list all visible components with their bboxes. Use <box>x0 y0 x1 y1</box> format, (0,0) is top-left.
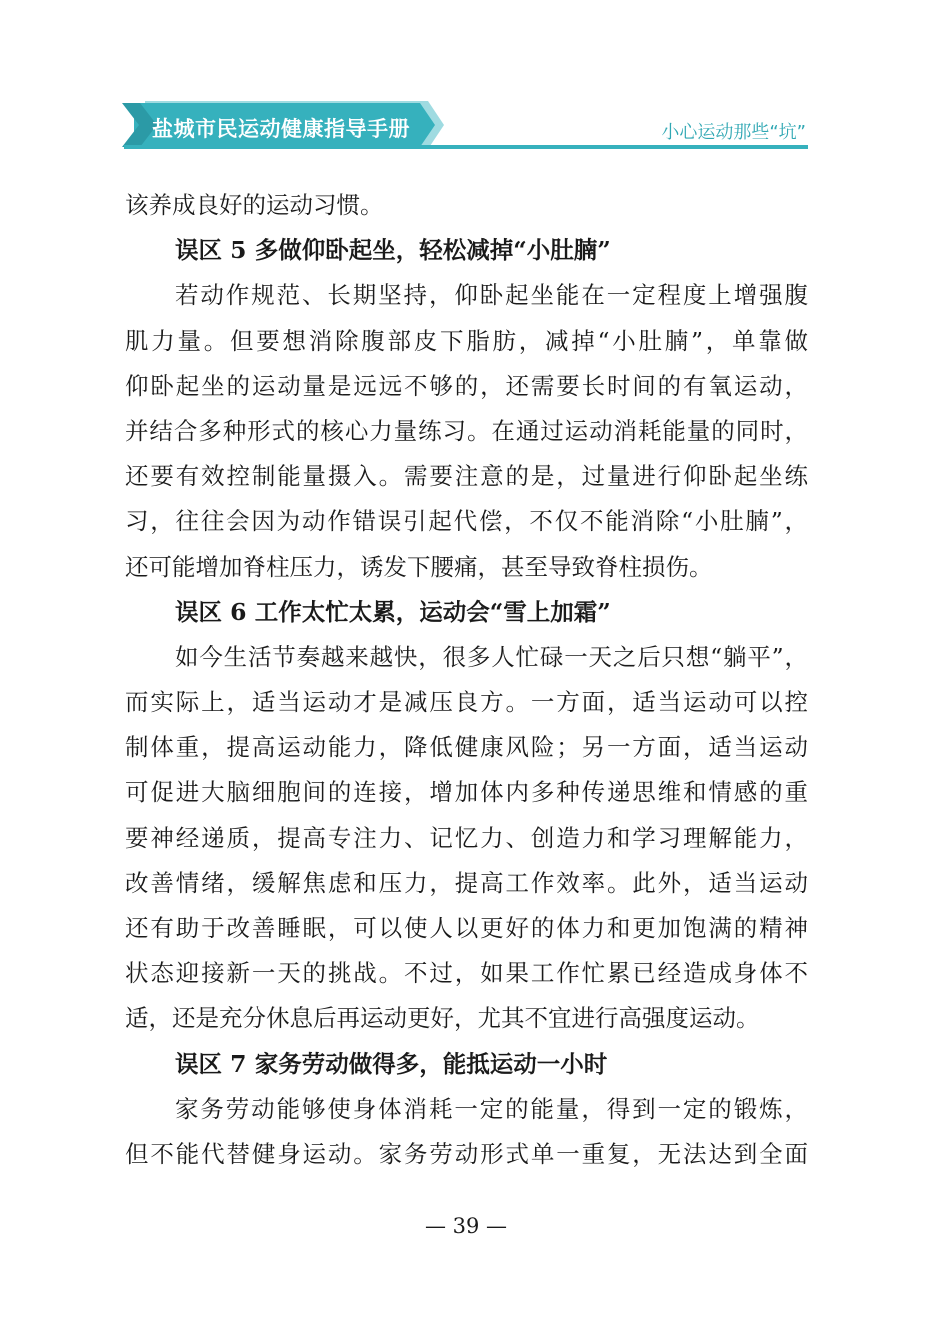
body-line: 仰卧起坐的运动量是远远不够的，还需要长时间的有氧运动， <box>125 371 808 400</box>
body-line: 并结合多种形式的核心力量练习。在通过运动消耗能量的同时， <box>125 416 808 445</box>
body-line: 适，还是充分休息后再运动更好，尤其不宜进行高强度运动。 <box>125 1004 760 1033</box>
page-body <box>125 183 808 1177</box>
body-line: 状态迎接新一天的挑战。不过，如果工作忙累已经造成身体不 <box>125 959 808 988</box>
body-line: 可促进大脑细胞间的连接，增加体内多种传递思维和情感的重 <box>125 778 808 807</box>
myth-heading-6: 误区 6 工作太忙太累，运动会“雪上加霜” <box>175 597 611 626</box>
body-line: 还可能增加脊柱压力，诱发下腰痛，甚至导致脊柱损伤。 <box>125 552 713 581</box>
body-line: 要神经递质，提高专注力、记忆力、创造力和学习理解能力， <box>125 823 808 852</box>
page-number: — 39 — <box>424 1214 508 1238</box>
body-line: 若动作规范、长期坚持，仰卧起坐能在一定程度上增强腹 <box>175 281 808 310</box>
body-line: 改善情绪，缓解焦虑和压力，提高工作效率。此外，适当运动 <box>125 868 808 897</box>
book-title: 盐城市民运动健康指导手册 <box>152 117 410 141</box>
body-line: 家务劳动能够使身体消耗一定的能量，得到一定的锻炼， <box>175 1094 808 1123</box>
header-rule-line <box>124 145 808 149</box>
body-line: 该养成良好的运动习惯。 <box>125 191 384 219</box>
myth-heading-5: 误区 5 多做仰卧起坐，轻松减掉“小肚腩” <box>175 236 611 265</box>
myth-heading-7: 误区 7 家务劳动做得多，能抵运动一小时 <box>175 1049 608 1078</box>
page-header <box>0 0 932 160</box>
body-line: 还要有效控制能量摄入。需要注意的是，过量进行仰卧起坐练 <box>125 462 808 491</box>
body-line: 肌力量。但要想消除腹部皮下脂肪，减掉“小肚腩”，单靠做 <box>125 326 808 355</box>
section-title: 小心运动那些“坑” <box>661 122 806 143</box>
body-line: 但不能代替健身运动。家务劳动形式单一重复，无法达到全面 <box>125 1139 808 1168</box>
body-line: 而实际上，适当运动才是减压良方。一方面，适当运动可以控 <box>125 688 808 717</box>
body-line: 制体重，提高运动能力，降低健康风险；另一方面，适当运动 <box>125 733 808 762</box>
body-line: 还有助于改善睡眠，可以使人以更好的体力和更加饱满的精神 <box>125 914 808 942</box>
body-line: 习，往往会因为动作错误引起代偿，不仅不能消除“小肚腩”， <box>125 507 808 536</box>
body-line: 如今生活节奏越来越快，很多人忙碌一天之后只想“躺平”， <box>175 642 808 671</box>
